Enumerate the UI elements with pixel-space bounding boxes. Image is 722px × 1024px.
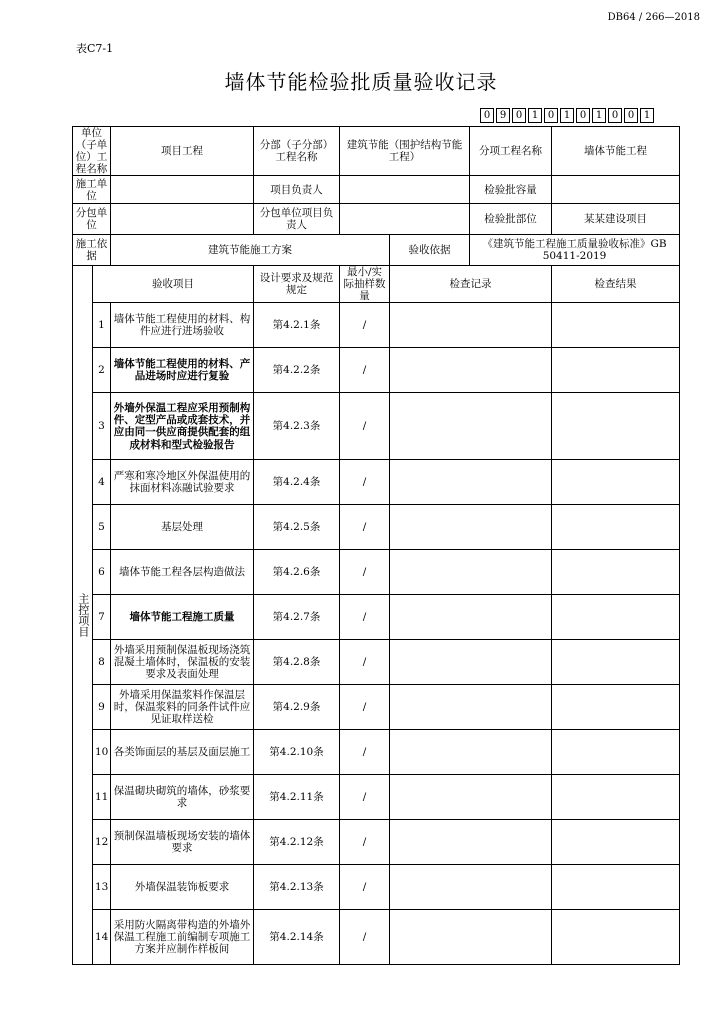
item-clause: 第4.2.14条 bbox=[254, 910, 340, 965]
sub-manager-value[interactable] bbox=[340, 204, 470, 235]
unit-project-label: 单位（子单位）工程名称 bbox=[73, 127, 111, 176]
subcontractor-label: 分包单位 bbox=[73, 204, 111, 235]
item-sample-count[interactable]: / bbox=[340, 460, 390, 505]
code-digit-box: 0 bbox=[608, 108, 622, 123]
table-row bbox=[73, 865, 680, 910]
table-row bbox=[73, 730, 680, 775]
table-row bbox=[73, 820, 680, 865]
item-clause: 第4.2.10条 bbox=[254, 730, 340, 775]
subitem-value[interactable]: 墙体节能工程 bbox=[552, 127, 680, 176]
item-sample-count[interactable]: / bbox=[340, 393, 390, 460]
item-sample-count[interactable]: / bbox=[340, 865, 390, 910]
item-check-record[interactable] bbox=[390, 303, 552, 348]
item-number: 3 bbox=[93, 393, 111, 460]
item-description: 保温砌块砌筑的墙体，砂浆要求 bbox=[111, 775, 254, 820]
table-row bbox=[73, 303, 680, 348]
item-number: 2 bbox=[93, 348, 111, 393]
code-digit-box: 1 bbox=[592, 108, 606, 123]
subcontractor-value[interactable] bbox=[111, 204, 254, 235]
item-sample-count[interactable]: / bbox=[340, 910, 390, 965]
code-digit-box: 0 bbox=[512, 108, 526, 123]
item-sample-count[interactable]: / bbox=[340, 303, 390, 348]
item-sample-count[interactable]: / bbox=[340, 775, 390, 820]
item-number: 13 bbox=[93, 865, 111, 910]
item-number: 6 bbox=[93, 550, 111, 595]
item-clause: 第4.2.8条 bbox=[254, 640, 340, 685]
item-check-result[interactable] bbox=[552, 820, 680, 865]
item-check-result[interactable] bbox=[552, 775, 680, 820]
item-description: 外墙外保温工程应采用预制构件、定型产品或成套技术，并应由同一供应商提供配套的组成材料和型式检验报告 bbox=[111, 393, 254, 460]
item-number: 1 bbox=[93, 303, 111, 348]
item-number: 12 bbox=[93, 820, 111, 865]
sub-manager-label: 分包单位项目负责人 bbox=[254, 204, 340, 235]
column-header-requirement: 设计要求及规范规定 bbox=[254, 266, 340, 303]
item-number: 9 bbox=[93, 685, 111, 730]
column-header-result: 检查结果 bbox=[552, 266, 680, 303]
item-sample-count[interactable]: / bbox=[340, 640, 390, 685]
table-row bbox=[73, 505, 680, 550]
main-control-group-label: 主控项目 bbox=[73, 266, 93, 965]
item-clause: 第4.2.12条 bbox=[254, 820, 340, 865]
division-label: 分部（子分部）工程名称 bbox=[254, 127, 340, 176]
item-check-result[interactable] bbox=[552, 640, 680, 685]
item-check-record[interactable] bbox=[390, 348, 552, 393]
code-digit-box: 1 bbox=[560, 108, 574, 123]
item-check-record[interactable] bbox=[390, 505, 552, 550]
batch-capacity-value[interactable] bbox=[552, 176, 680, 204]
item-check-result[interactable] bbox=[552, 910, 680, 965]
item-description: 各类饰面层的基层及面层施工 bbox=[111, 730, 254, 775]
standard-code: DB64 / 266—2018 bbox=[607, 12, 700, 23]
item-sample-count[interactable]: / bbox=[340, 550, 390, 595]
item-sample-count[interactable]: / bbox=[340, 685, 390, 730]
contractor-label: 施工单位 bbox=[73, 176, 111, 204]
item-check-result[interactable] bbox=[552, 730, 680, 775]
item-check-result[interactable] bbox=[552, 685, 680, 730]
item-check-result[interactable] bbox=[552, 348, 680, 393]
division-value[interactable]: 建筑节能（围护结构节能工程） bbox=[340, 127, 470, 176]
column-header-item: 验收项目 bbox=[93, 266, 254, 303]
item-check-result[interactable] bbox=[552, 393, 680, 460]
item-check-record[interactable] bbox=[390, 865, 552, 910]
code-digit-box: 0 bbox=[624, 108, 638, 123]
item-clause: 第4.2.13条 bbox=[254, 865, 340, 910]
project-manager-label: 项目负责人 bbox=[254, 176, 340, 204]
item-description: 外墙采用预制保温板现场浇筑混凝土墙体时，保温板的安装要求及表面处理 bbox=[111, 640, 254, 685]
item-check-result[interactable] bbox=[552, 550, 680, 595]
column-header-sample: 最小/实际抽样数量 bbox=[340, 266, 390, 303]
item-description: 采用防火隔离带构造的外墙外保温工程施工前编制专项施工方案并应制作样板间 bbox=[111, 910, 254, 965]
table-row bbox=[73, 685, 680, 730]
item-check-record[interactable] bbox=[390, 595, 552, 640]
table-row bbox=[73, 348, 680, 393]
item-clause: 第4.2.1条 bbox=[254, 303, 340, 348]
item-description: 外墙采用保温浆料作保温层时，保温浆料的同条件试件应见证取样送检 bbox=[111, 685, 254, 730]
acceptance-basis-label: 验收依据 bbox=[390, 235, 470, 266]
subitem-label: 分项工程名称 bbox=[470, 127, 552, 176]
construction-basis-value[interactable]: 建筑节能施工方案 bbox=[111, 235, 390, 266]
batch-code-boxes bbox=[480, 108, 656, 123]
page-title: 墙体节能检验批质量验收记录 bbox=[224, 70, 498, 94]
table-row bbox=[73, 775, 680, 820]
item-number: 7 bbox=[93, 595, 111, 640]
item-sample-count[interactable]: / bbox=[340, 348, 390, 393]
item-clause: 第4.2.7条 bbox=[254, 595, 340, 640]
item-description: 预制保温墙板现场安装的墙体要求 bbox=[111, 820, 254, 865]
item-clause: 第4.2.9条 bbox=[254, 685, 340, 730]
table-row bbox=[73, 393, 680, 460]
project-manager-value[interactable] bbox=[340, 176, 470, 204]
item-check-result[interactable] bbox=[552, 865, 680, 910]
item-number: 8 bbox=[93, 640, 111, 685]
unit-project-value[interactable]: 项目工程 bbox=[111, 127, 254, 176]
item-check-result[interactable] bbox=[552, 460, 680, 505]
code-digit-box: 1 bbox=[528, 108, 542, 123]
acceptance-table bbox=[72, 126, 680, 965]
batch-location-value[interactable]: 某某建设项目 bbox=[552, 204, 680, 235]
contractor-value[interactable] bbox=[111, 176, 254, 204]
item-description: 墙体节能工程使用的材料、产品进场时应进行复验 bbox=[111, 348, 254, 393]
batch-location-label: 检验批部位 bbox=[470, 204, 552, 235]
item-sample-count[interactable]: / bbox=[340, 820, 390, 865]
code-digit-box: 0 bbox=[544, 108, 558, 123]
item-clause: 第4.2.6条 bbox=[254, 550, 340, 595]
item-clause: 第4.2.4条 bbox=[254, 460, 340, 505]
item-sample-count[interactable]: / bbox=[340, 730, 390, 775]
item-clause: 第4.2.2条 bbox=[254, 348, 340, 393]
item-description: 严寒和寒冷地区外保温使用的抹面材料冻融试验要求 bbox=[111, 460, 254, 505]
code-digit-box: 9 bbox=[496, 108, 510, 123]
table-row bbox=[73, 550, 680, 595]
item-number: 10 bbox=[93, 730, 111, 775]
item-number: 5 bbox=[93, 505, 111, 550]
column-header-record: 检查记录 bbox=[390, 266, 552, 303]
item-check-record[interactable] bbox=[390, 730, 552, 775]
item-number: 14 bbox=[93, 910, 111, 965]
item-sample-count[interactable]: / bbox=[340, 595, 390, 640]
item-check-record[interactable] bbox=[390, 685, 552, 730]
item-clause: 第4.2.3条 bbox=[254, 393, 340, 460]
item-check-record[interactable] bbox=[390, 820, 552, 865]
item-description: 基层处理 bbox=[111, 505, 254, 550]
item-check-record[interactable] bbox=[390, 640, 552, 685]
code-digit-box: 0 bbox=[576, 108, 590, 123]
table-row bbox=[73, 640, 680, 685]
item-check-record[interactable] bbox=[390, 910, 552, 965]
table-row bbox=[73, 595, 680, 640]
code-digit-box: 1 bbox=[640, 108, 654, 123]
item-description: 墙体节能工程施工质量 bbox=[111, 595, 254, 640]
batch-capacity-label: 检验批容量 bbox=[470, 176, 552, 204]
item-check-result[interactable] bbox=[552, 505, 680, 550]
item-clause: 第4.2.11条 bbox=[254, 775, 340, 820]
item-description: 墙体节能工程各层构造做法 bbox=[111, 550, 254, 595]
item-check-record[interactable] bbox=[390, 460, 552, 505]
item-check-result[interactable] bbox=[552, 595, 680, 640]
item-sample-count[interactable]: / bbox=[340, 505, 390, 550]
item-check-record[interactable] bbox=[390, 775, 552, 820]
item-number: 4 bbox=[93, 460, 111, 505]
item-check-record[interactable] bbox=[390, 393, 552, 460]
item-check-record[interactable] bbox=[390, 550, 552, 595]
acceptance-basis-value[interactable]: 《建筑节能工程施工质量验收标准》GB 50411-2019 bbox=[470, 235, 680, 266]
item-number: 11 bbox=[93, 775, 111, 820]
code-digit-box: 0 bbox=[480, 108, 494, 123]
item-description: 外墙保温装饰板要求 bbox=[111, 865, 254, 910]
table-row bbox=[73, 910, 680, 965]
form-number: 表C7-1 bbox=[76, 42, 114, 55]
item-check-result[interactable] bbox=[552, 303, 680, 348]
table-row bbox=[73, 460, 680, 505]
item-description: 墙体节能工程使用的材料、构件应进行进场验收 bbox=[111, 303, 254, 348]
construction-basis-label: 施工依据 bbox=[73, 235, 111, 266]
item-clause: 第4.2.5条 bbox=[254, 505, 340, 550]
